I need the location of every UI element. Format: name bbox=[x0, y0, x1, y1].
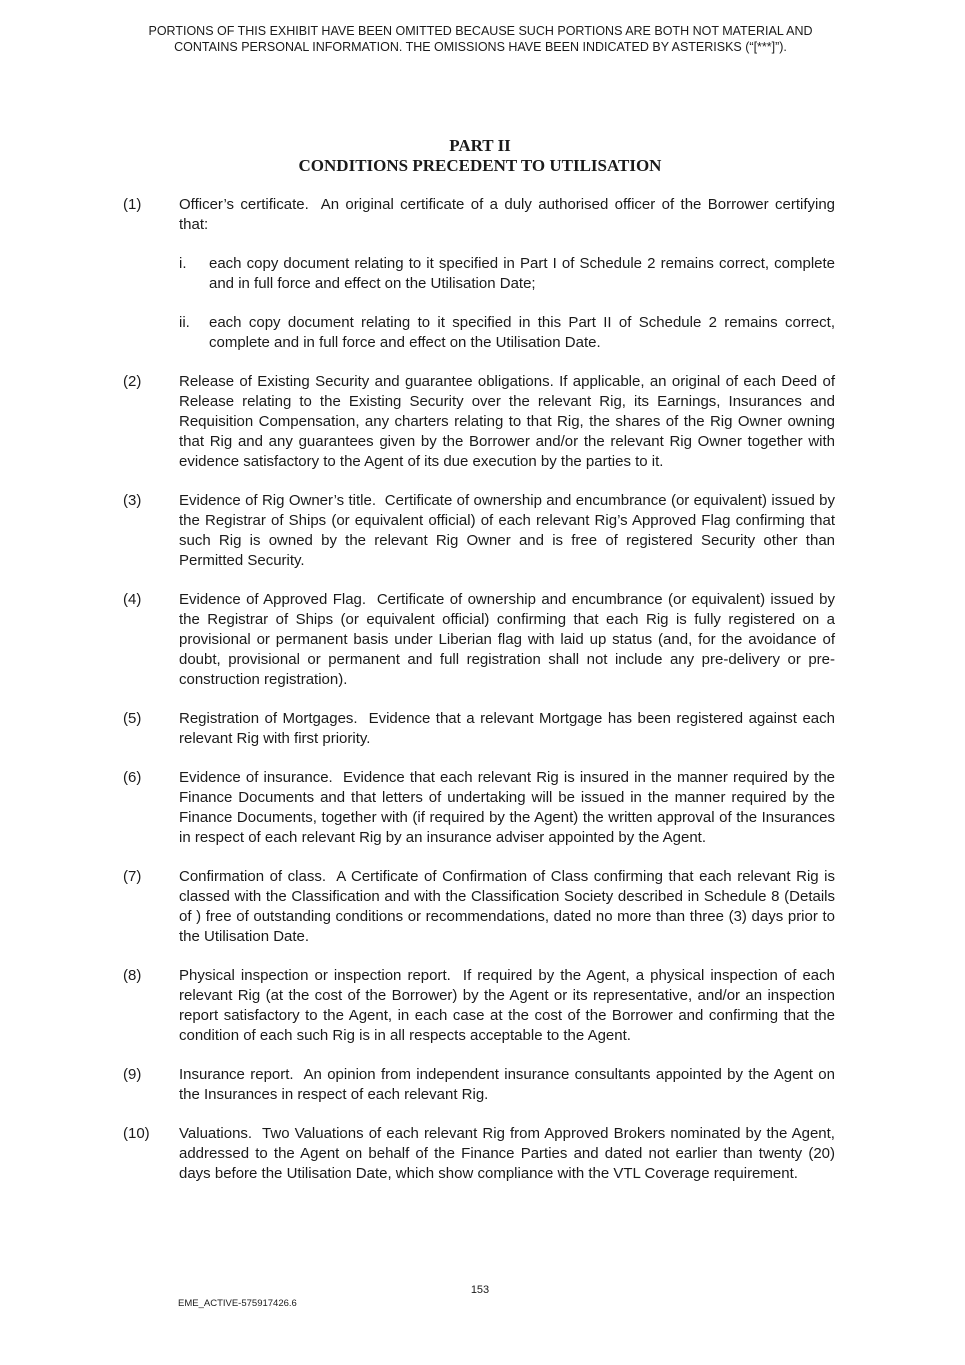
item-number: (1) bbox=[123, 196, 142, 213]
omission-notice: PORTIONS OF THIS EXHIBIT HAVE BEEN OMITTED BECAUSE SUCH PORTIONS ARE BOTH NOT MATERIAL AND CONTAINS PERSONAL INFORMATION. THE OMISSIONS HAVE BEEN INDICATED BY ASTERISKS (“[***]”). bbox=[148, 24, 813, 54]
subitem-text: each copy document relating to it specified in Part I of Schedule 2 remains correct, complete and in full force and effect on the Utilisation Date; bbox=[209, 255, 835, 292]
subitem-number: i. bbox=[179, 255, 187, 272]
item-number: (10) bbox=[123, 1125, 150, 1142]
item-text: Certificate of ownership and encumbrance (or equivalent) issued by the Registrar of Ships (or equivalent official) of each relevant Rig’s Approved Flag confirming that such Rig is owned by the relevant Rig Owner and is free of registered Security other than Permitted Security. bbox=[179, 492, 835, 569]
item-number: (2) bbox=[123, 373, 142, 390]
item-heading: Registration of Mortgages. bbox=[179, 710, 358, 727]
item-text: If applicable, an original of each Deed of Release relating to the Existing Security over the relevant Rig, its Earnings, Insurances and Requisition Compensation, any charters relating to that Rig, the shares of the Rig Owner owning that Rig and any guarantees given by the Borrower and/or the relevant Rig Owner together with evidence satisfactory to the Agent of its due execution by the parties to it. bbox=[179, 373, 835, 470]
conditions-list bbox=[123, 195, 835, 1203]
item-text: Two Valuations of each relevant Rig from Approved Brokers nominated by the Agent, addressed to the Agent on behalf of the Finance Parties and dated not earlier than twenty (20) days before the Utilisation Date, which show compliance with the VTL Coverage requirement. bbox=[179, 1125, 835, 1182]
item-number: (4) bbox=[123, 591, 142, 608]
page-number: 153 bbox=[470, 1284, 490, 1296]
item-heading: Officer’s certificate. bbox=[179, 196, 309, 213]
condition-item-6 bbox=[123, 768, 835, 848]
item-number: (3) bbox=[123, 492, 142, 509]
item-heading: Release of Existing Security and guarantee obligations. bbox=[179, 373, 554, 390]
item-heading: Insurance report. bbox=[179, 1066, 294, 1083]
part-label: PART II bbox=[449, 136, 511, 155]
condition-item-4 bbox=[123, 590, 835, 690]
item-text: Evidence that a relevant Mortgage has been registered against each relevant Rig with first priority. bbox=[179, 710, 835, 747]
item-heading: Evidence of Rig Owner’s title. bbox=[179, 492, 377, 509]
item-text: If required by the Agent, a physical inspection of each relevant Rig (at the cost of the Borrower) by the Agent or its representative, and/or an inspection report satisfactory to the Agent, in each case at the cost of the Borrower and confirming that the condition of each such Rig is in all respects acceptable to the Agent. bbox=[179, 967, 835, 1044]
item-number: (7) bbox=[123, 868, 142, 885]
item-heading: Evidence of Approved Flag. bbox=[179, 591, 367, 608]
item-text: Evidence that each relevant Rig is insured in the manner required by the Finance Documents and that letters of undertaking will be issued in the manner required by the Finance Documents, together with (if required by the Agent) the written approval of the Insurances in respect of each relevant Rig by an insurance adviser appointed by the Agent. bbox=[179, 769, 836, 846]
item-heading: Physical inspection or inspection report. bbox=[179, 967, 451, 984]
condition-item-7 bbox=[123, 867, 835, 947]
item-number: (5) bbox=[123, 710, 142, 727]
condition-item-1 bbox=[123, 195, 835, 353]
subitem-ii bbox=[179, 313, 835, 353]
condition-item-2 bbox=[123, 372, 835, 472]
item-text: An opinion from independent insurance consultants appointed by the Agent on the Insurances in respect of each relevant Rig. bbox=[179, 1066, 835, 1103]
condition-item-9 bbox=[123, 1065, 835, 1105]
item-text: A Certificate of Confirmation of Class confirming that each relevant Rig is classed with the Classification and with the Classification Society described in Schedule 8 (Details of ) free of outstanding conditions or recommendations, dated no more than three (3) days prior to the Utilisation Date. bbox=[179, 868, 835, 945]
part-heading: CONDITIONS PRECEDENT TO UTILISATION bbox=[298, 156, 662, 175]
item-text: Certificate of ownership and encumbrance (or equivalent) issued by the Registrar of Ships (or equivalent official) confirming that each Rig is fully registered on a provisional or permanent basis under Liberian flag with laid up status (and, for the avoidance of doubt, provisional or permanent and full registration shall not include any pre-delivery or pre-construction registration). bbox=[179, 591, 835, 688]
subitem-number: ii. bbox=[179, 314, 190, 331]
item-number: (9) bbox=[123, 1066, 142, 1083]
item-text: An original certificate of a duly authorised officer of the Borrower certifying that: bbox=[179, 196, 836, 233]
item-heading: Confirmation of class. bbox=[179, 868, 326, 885]
subitem-i bbox=[179, 254, 835, 294]
condition-item-5 bbox=[123, 709, 835, 749]
condition-item-10 bbox=[123, 1124, 835, 1184]
item-heading: Valuations. bbox=[179, 1125, 253, 1142]
section-title bbox=[180, 136, 780, 176]
condition-item-3 bbox=[123, 491, 835, 571]
document-reference: EME_ACTIVE-575917426.6 bbox=[178, 1298, 297, 1309]
item-heading: Evidence of insurance. bbox=[179, 769, 333, 786]
condition-item-8 bbox=[123, 966, 835, 1046]
subitem-text: each copy document relating to it specified in this Part II of Schedule 2 remains correct, complete and in full force and effect on the Utilisation Date. bbox=[209, 314, 835, 351]
item-number: (8) bbox=[123, 967, 142, 984]
item-number: (6) bbox=[123, 769, 142, 786]
